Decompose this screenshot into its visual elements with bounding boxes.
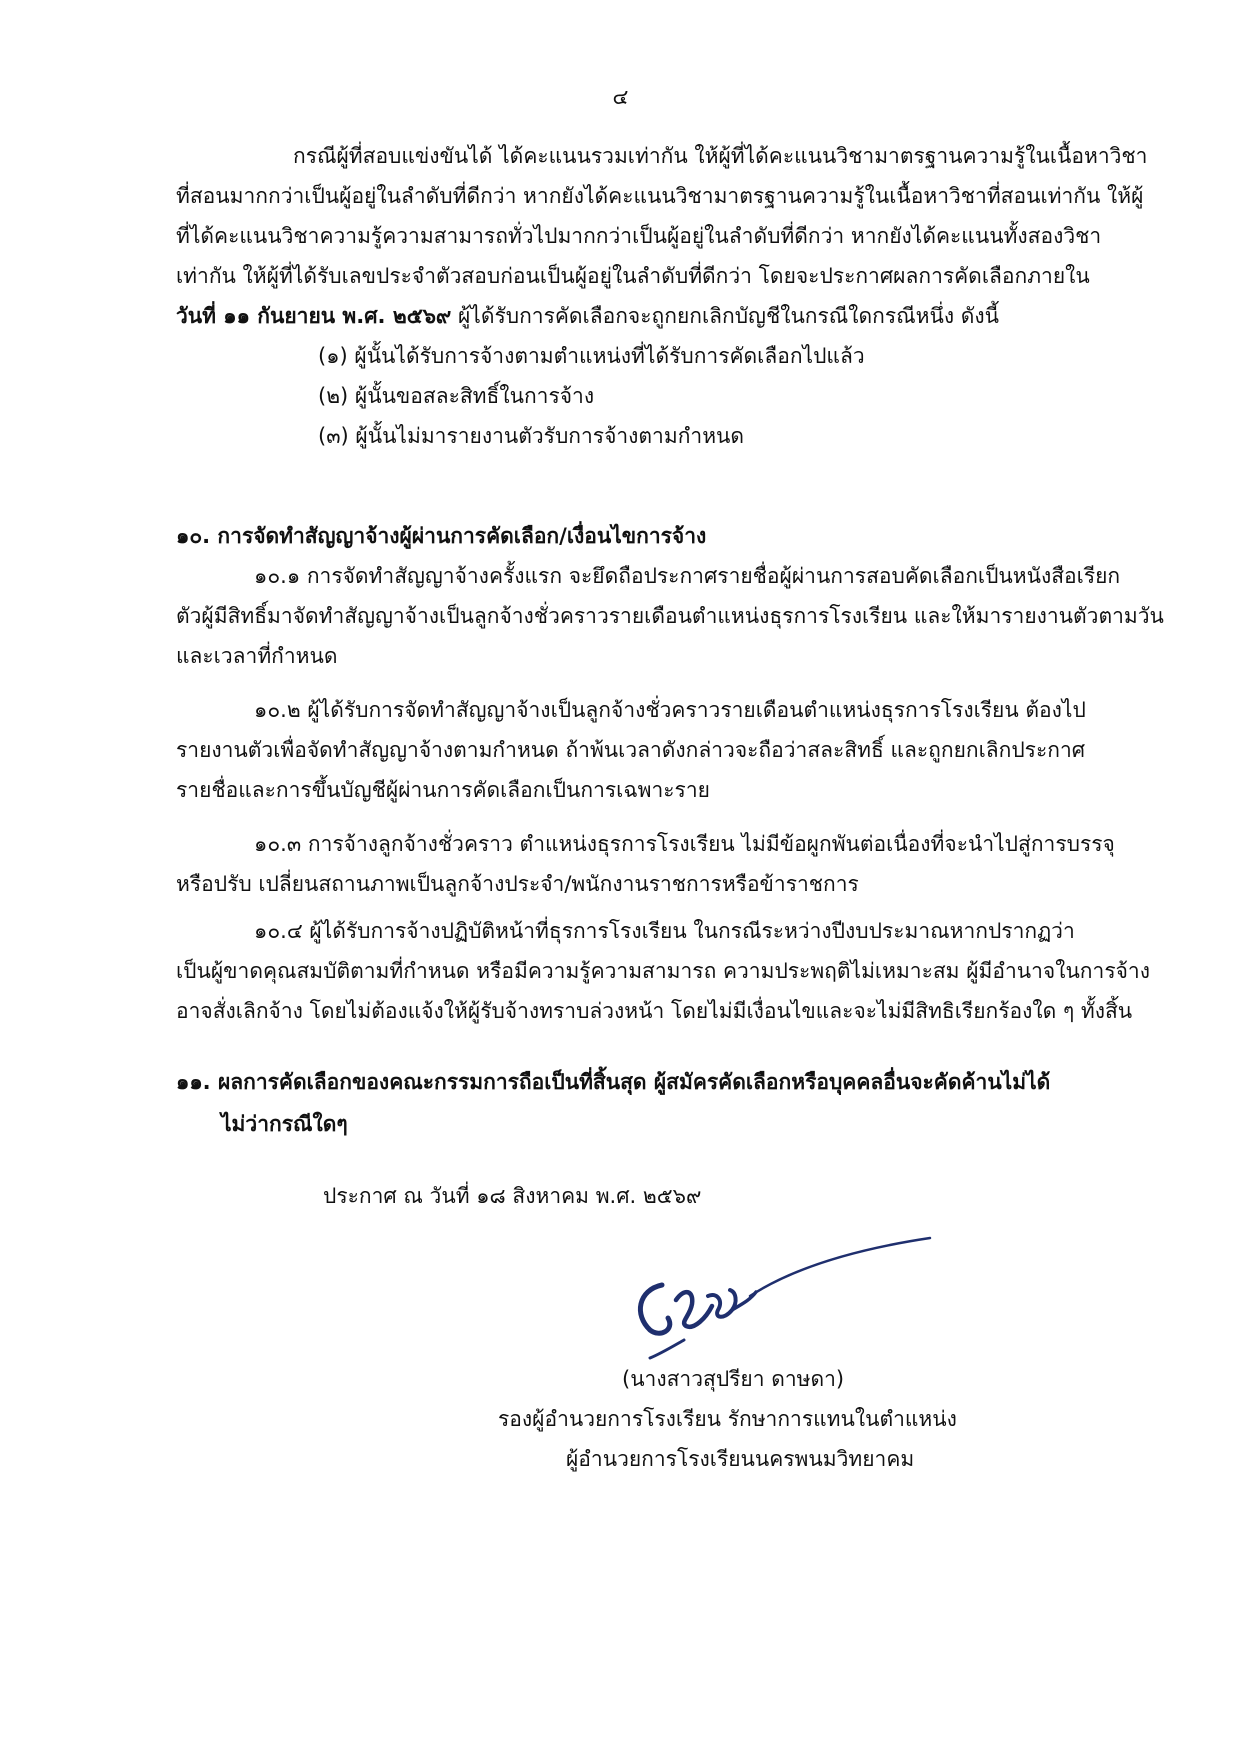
section-10-3-line-1: ๑๐.๓ การจ้างลูกจ้างชั่วคราว ตำแหน่งธุรการโรงเรียน ไม่มีข้อผูกพันต่อเนื่องที่จะนำไปสู่การบรรจุ [254,832,1115,856]
page-number: ๔ [612,85,629,109]
section-10-4-line-3: อาจสั่งเลิกจ้าง โดยไม่ต้องแจ้งให้ผู้รับจ้างทราบล่วงหน้า โดยไม่มีเงื่อนไขและจะไม่มีสิทธิเรียกร้องใด ๆ ทั้งสิ้น [176,999,1133,1023]
signature-image [620,1230,960,1370]
tie-paragraph-line-4: เท่ากัน ให้ผู้ที่ได้รับเลขประจำตัวสอบก่อนเป็นผู้อยู่ในลำดับที่ดีกว่า โดยจะประกาศผลการคัดเลือกภายใน [176,264,1090,288]
cancel-condition-3: (๓) ผู้นั้นไม่มารายงานตัวรับการจ้างตามกำหนด [318,424,745,448]
section-10-3-line-2: หรือปรับ เปลี่ยนสถานภาพเป็นลูกจ้างประจำ/พนักงานราชการหรือข้าราชการ [176,872,859,896]
section-11-line-1: ๑๑. ผลการคัดเลือกของคณะกรรมการถือเป็นที่สิ้นสุด ผู้สมัครคัดเลือกหรือบุคคลอื่นจะคัดค้านไม่ได้ [176,1070,1051,1094]
signer-position-director: ผู้อำนวยการโรงเรียนนครพนมวิทยาคม [566,1447,915,1471]
announce-deadline: วันที่ ๑๑ กันยายน พ.ศ. ๒๕๖๙ [176,304,452,328]
section-10-2-line-1: ๑๐.๒ ผู้ได้รับการจัดทำสัญญาจ้างเป็นลูกจ้างชั่วคราวรายเดือนตำแหน่งธุรการโรงเรียน ต้องไป [254,698,1086,722]
signer-position-acting: รองผู้อำนวยการโรงเรียน รักษาการแทนในตำแหน่ง [498,1407,957,1431]
section-10-2-line-2: รายงานตัวเพื่อจัดทำสัญญาจ้างตามกำหนด ถ้าพ้นเวลาดังกล่าวจะถือว่าสละสิทธิ์ และถูกยกเลิกประกาศ [176,738,1086,762]
tie-paragraph-line-3: ที่ได้คะแนนวิชาความรู้ความสามารถทั่วไปมากกว่าเป็นผู้อยู่ในลำดับที่ดีกว่า หากยังได้คะแนนทั้งสองวิชา [176,224,1102,248]
cancel-intro: ผู้ได้รับการคัดเลือกจะถูกยกเลิกบัญชีในกรณีใดกรณีหนึ่ง ดังนี้ [451,304,1000,328]
tie-paragraph-line-2: ที่สอนมากกว่าเป็นผู้อยู่ในลำดับที่ดีกว่า หากยังได้คะแนนวิชามาตรฐานความรู้ในเนื้อหาวิชาที่สอนเท่ากัน ให้ผู้ [176,184,1144,208]
section-10-1-line-3: และเวลาที่กำหนด [176,644,338,668]
cancel-condition-2: (๒) ผู้นั้นขอสละสิทธิ์ในการจ้าง [318,384,595,408]
section-10-heading: ๑๐. การจัดทำสัญญาจ้างผู้ผ่านการคัดเลือก/เงื่อนไขการจ้าง [176,524,707,548]
section-10-4-line-2: เป็นผู้ขาดคุณสมบัติตามที่กำหนด หรือมีความรู้ความสามารถ ความประพฤติไม่เหมาะสม ผู้มีอำนาจในการจ้าง [176,959,1150,983]
section-10-4-line-1: ๑๐.๔ ผู้ได้รับการจ้างปฏิบัติหน้าที่ธุรการโรงเรียน ในกรณีระหว่างปีงบประมาณหากปรากฏว่า [254,919,1075,943]
tie-paragraph-line-5 [176,301,999,331]
section-11-line-2: ไม่ว่ากรณีใดๆ [221,1112,348,1136]
section-10-1-line-2: ตัวผู้มีสิทธิ์มาจัดทำสัญญาจ้างเป็นลูกจ้างชั่วคราวรายเดือนตำแหน่งธุรการโรงเรียน และให้มารายงานตัวตามวัน [176,604,1164,628]
section-10-2-line-3: รายชื่อและการขึ้นบัญชีผู้ผ่านการคัดเลือกเป็นการเฉพาะราย [176,778,710,802]
tie-paragraph-line-1: กรณีผู้ที่สอบแข่งขันได้ ได้คะแนนรวมเท่ากัน ให้ผู้ที่ได้คะแนนวิชามาตรฐานความรู้ในเนื้อหาวิชา [293,144,1148,168]
section-10-1-line-1: ๑๐.๑ การจัดทำสัญญาจ้างครั้งแรก จะยึดถือประกาศรายชื่อผู้ผ่านการสอบคัดเลือกเป็นหนังสือเรียก [254,564,1121,588]
signer-name: (นางสาวสุปรียา ดาษดา) [622,1367,845,1391]
cancel-condition-1: (๑) ผู้นั้นได้รับการจ้างตามตำแหน่งที่ได้รับการคัดเลือกไปแล้ว [318,344,865,368]
announcement-date: ประกาศ ณ วันที่ ๑๘ สิงหาคม พ.ศ. ๒๕๖๙ [323,1184,702,1208]
